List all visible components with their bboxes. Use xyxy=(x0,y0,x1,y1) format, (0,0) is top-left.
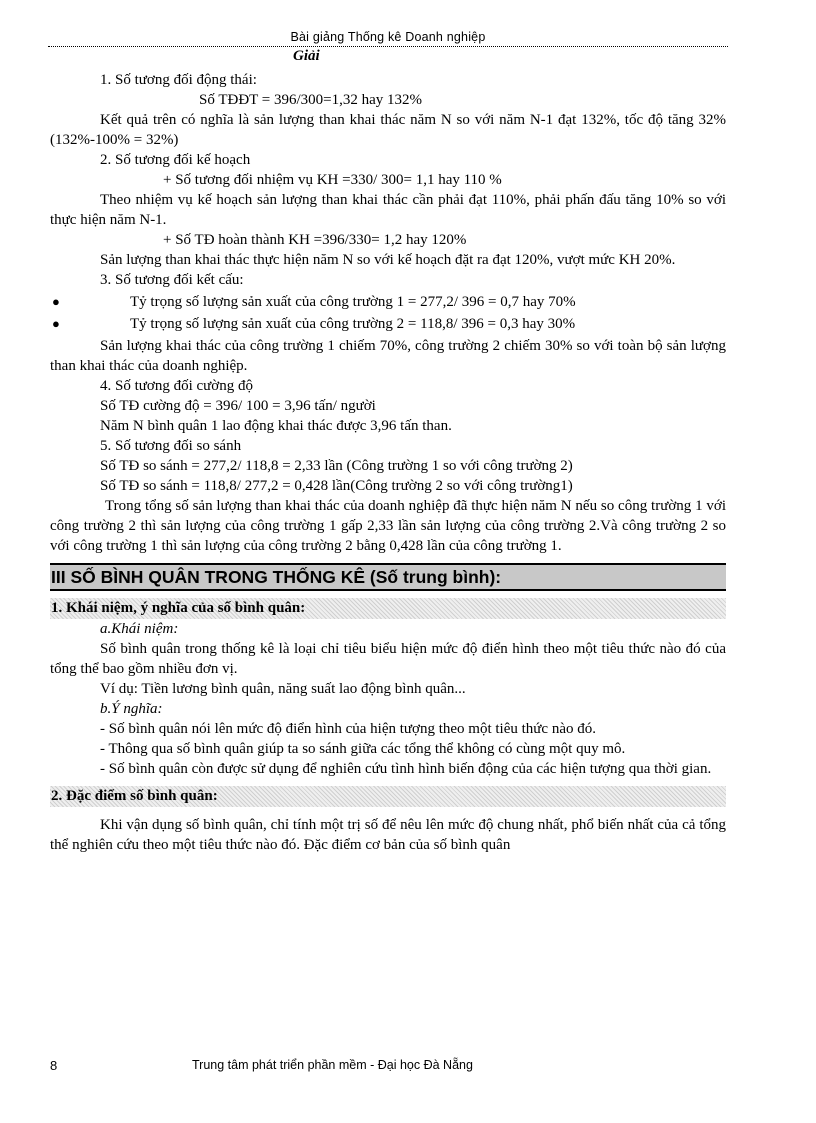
section-3-heading: III SỐ BÌNH QUÂN TRONG THỐNG KÊ (Số trung bình): xyxy=(50,563,726,591)
s4-formula: Số TĐ cường độ = 396/ 100 = 3,96 tấn/ người xyxy=(100,398,376,414)
s2-explain-1: Theo nhiệm vụ kế hoạch sản lượng than khai thác cần phải đạt 110%, phải phấn đấu tăng 10% so với thực hiện năm N-1. xyxy=(50,192,726,228)
concept-heading: a.Khái niệm: xyxy=(100,621,179,637)
s2-formula-2: + Số TĐ hoàn thành KH =396/330= 1,2 hay 120% xyxy=(163,232,467,248)
s5-title: 5. Số tương đối so sánh xyxy=(100,438,242,454)
solution-heading: Giải xyxy=(293,48,320,64)
s2-formula-1: + Số tương đối nhiệm vụ KH =330/ 300= 1,1 hay 110 % xyxy=(163,172,502,188)
s2-explain-2: Sản lượng than khai thác thực hiện năm N so với kế hoạch đặt ra đạt 120%, vượt mức KH 20%. xyxy=(100,252,676,268)
meaning-heading: b.Ý nghĩa: xyxy=(100,701,163,717)
header-divider xyxy=(48,46,728,47)
page-content xyxy=(50,70,726,855)
s1-title: 1. Số tương đối động thái: xyxy=(100,72,257,88)
s3-bullet-2-text: Tỷ trọng số lượng sản xuất của công trường 2 = 118,8/ 396 = 0,3 hay 30% xyxy=(130,316,576,332)
example-text: Ví dụ: Tiền lương bình quân, năng suất lao động bình quân... xyxy=(100,681,466,697)
s3-explain: Sản lượng khai thác của công trường 1 chiếm 70%, công trường 2 chiếm 30% so với toàn bộ sản lượng than khai thác của doanh nghiệp. xyxy=(50,338,726,374)
s2-title: 2. Số tương đối kế hoạch xyxy=(100,152,251,168)
meaning-item-1: - Số bình quân nói lên mức độ điển hình của hiện tượng theo một tiêu thức nào đó. xyxy=(100,721,596,737)
subsection-1-heading: 1. Khái niệm, ý nghĩa của số bình quân: xyxy=(50,598,726,619)
s4-title: 4. Số tương đối cường độ xyxy=(100,378,253,394)
page-footer: Trung tâm phát triển phần mềm - Đại học Đà Nẵng xyxy=(192,1058,473,1072)
meaning-item-2: - Thông qua số bình quân giúp ta so sánh giữa các tổng thể không có cùng một quy mô. xyxy=(100,741,626,757)
s5-formula-1: Số TĐ so sánh = 277,2/ 118,8 = 2,33 lần (Công trường 1 so với công trường 2) xyxy=(100,458,573,474)
s3-title: 3. Số tương đối kết cấu: xyxy=(100,272,244,288)
page-number: 8 xyxy=(50,1058,58,1073)
s5-formula-2: Số TĐ so sánh = 118,8/ 277,2 = 0,428 lần(Công trường 2 so với công trường1) xyxy=(100,478,573,494)
s1-formula: Số TĐĐT = 396/300=1,32 hay 132% xyxy=(199,92,423,108)
bullet-icon: ● xyxy=(52,316,60,331)
subsection-2-heading: 2. Đặc điểm số bình quân: xyxy=(50,786,726,807)
bullet-icon: ● xyxy=(52,294,60,309)
characteristics-text: Khi vận dụng số bình quân, chỉ tính một trị số để nêu lên mức độ chung nhất, phổ biến nhất của cả tổng thể nghiên cứu theo một tiêu thức nào đó. Đặc điểm cơ bản của số bình quân xyxy=(50,817,726,853)
s5-explain: Trong tổng số sản lượng than khai thác của doanh nghiệp đã thực hiện năm N nếu so công trường 1 với công trường 2 thì sản lượng của công trường 1 gấp 2,33 lần sản lượng của công trường 2.Và công trường 2 so với công trường 1 thì sản lượng của công trường 2 bằng 0,428 lần của công trường 1. xyxy=(50,498,726,554)
concept-text: Số bình quân trong thống kê là loại chỉ tiêu biểu hiện mức độ điển hình theo một tiêu thức nào đó của tổng thể bao gồm nhiều đơn vị. xyxy=(50,641,726,677)
s3-bullet-1-text: Tỷ trọng số lượng sản xuất của công trường 1 = 277,2/ 396 = 0,7 hay 70% xyxy=(130,294,576,310)
s3-bullet-2 xyxy=(50,314,726,334)
s1-explain: Kết quả trên có nghĩa là sản lượng than khai thác năm N so với năm N-1 đạt 132%, tốc độ tăng 32% (132%-100% = 32%) xyxy=(50,112,726,148)
s4-explain: Năm N bình quân 1 lao động khai thác được 3,96 tấn than. xyxy=(100,418,452,434)
s3-bullet-1 xyxy=(50,292,726,312)
page-header: Bài giảng Thống kê Doanh nghiệp xyxy=(290,30,486,44)
meaning-item-3: - Số bình quân còn được sử dụng để nghiên cứu tình hình biến động của các hiện tượng qua thời gian. xyxy=(100,761,712,777)
